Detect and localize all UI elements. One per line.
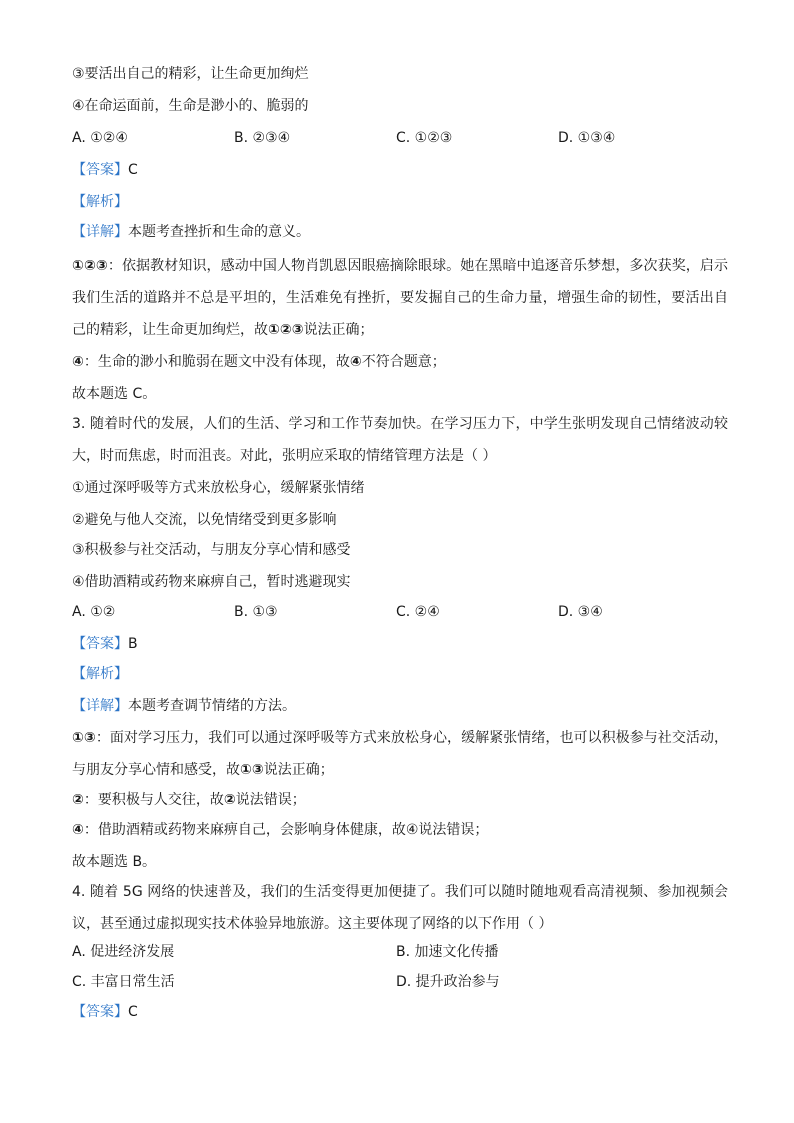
- answer-value: B: [128, 636, 138, 652]
- explanation-lead: ④: [72, 354, 84, 370]
- explanation-tail: 说法正确；: [303, 322, 374, 338]
- detail-text: 本题考查挫折和生命的意义。: [128, 224, 310, 240]
- q4-answer: [72, 1002, 138, 1022]
- q2-option-c: C. ①②③: [396, 130, 453, 146]
- explanation-lead: ②: [72, 792, 84, 808]
- q3-explanation-2: [72, 790, 306, 810]
- analysis-label: 【解析】: [72, 194, 128, 210]
- explanation-tail: 说法错误；: [235, 792, 306, 808]
- answer-label: 【答案】: [72, 1004, 128, 1020]
- q2-statement-3: ③要活出自己的精彩，让生命更加绚烂: [72, 66, 309, 82]
- q2-detail: [72, 222, 310, 242]
- detail-text: 本题考查调节情绪的方法。: [128, 698, 296, 714]
- q3-explanation-1: [72, 722, 728, 786]
- q2-statement-4: ④在命运面前，生命是渺小的、脆弱的: [72, 98, 309, 114]
- q4-option-d: D. 提升政治参与: [396, 974, 500, 990]
- detail-label: 【详解】: [72, 224, 128, 240]
- answer-value: C: [128, 1004, 138, 1020]
- q3-statement-2: ②避免与他人交流，以免情绪受到更多影响: [72, 512, 337, 528]
- q4-option-c: C. 丰富日常生活: [72, 974, 175, 990]
- detail-label: 【详解】: [72, 698, 128, 714]
- explanation-ref: ④: [349, 354, 362, 370]
- q4-stem: 4. 随着 5G 网络的快速普及，我们的生活变得更加便捷了。我们可以随时随地观看高清视频、参加视频会议，甚至通过虚拟现实技术体验异地旅游。这主要体现了网络的以下作用（ ）: [72, 884, 728, 932]
- q3-stem: 3. 随着时代的发展，人们的生活、学习和工作节奏加快。在学习压力下，中学生张明发现自己情绪波动较大，时而焦虑，时而沮丧。对此，张明应采取的情绪管理方法是（ ）: [72, 416, 728, 464]
- explanation-lead: ①②③: [72, 258, 108, 274]
- q3-option-d: D. ③④: [558, 604, 603, 620]
- q3-detail: [72, 696, 296, 716]
- answer-label: 【答案】: [72, 636, 128, 652]
- q3-option-a: A. ①②: [72, 604, 116, 620]
- explanation-text: ：面对学习压力，我们可以通过深呼吸等方式来放松身心，缓解紧张情绪，也可以积极参与社交活动，与朋友分享心情和感受，故: [72, 730, 728, 778]
- q3-option-b: B. ①③: [234, 604, 278, 620]
- explanation-lead: ①③: [72, 730, 96, 746]
- q2-explanation-1: [72, 250, 728, 346]
- explanation-ref: ①②③: [268, 322, 304, 338]
- explanation-lead: ④: [72, 822, 84, 838]
- q3-analysis-heading: [72, 664, 128, 684]
- answer-label: 【答案】: [72, 162, 128, 178]
- explanation-text: ：借助酒精或药物来麻痹自己，会影响身体健康，故④说法错误；: [83, 822, 489, 838]
- explanation-tail: 说法正确；: [263, 762, 334, 778]
- q3-statement-1: ①通过深呼吸等方式来放松身心，缓解紧张情绪: [72, 480, 365, 496]
- q3-statement-4: ④借助酒精或药物来麻痹自己，暂时逃避现实: [72, 574, 351, 590]
- explanation-text: ：生命的渺小和脆弱在题文中没有体现，故: [83, 354, 350, 370]
- q2-answer: [72, 160, 138, 180]
- q3-option-c: C. ②④: [396, 604, 440, 620]
- explanation-ref: ①③: [240, 762, 264, 778]
- q3-statement-3: ③积极参与社交活动，与朋友分享心情和感受: [72, 542, 351, 558]
- q2-explanation-2: [72, 352, 446, 372]
- q4-option-a: A. 促进经济发展: [72, 944, 175, 960]
- explanation-tail: 不符合题意；: [361, 354, 446, 370]
- explanation-ref: ②: [223, 792, 236, 808]
- q3-conclusion: 故本题选 B。: [72, 854, 157, 870]
- explanation-text: ：依据教材知识，感动中国人物肖凯恩因眼癌摘除眼球。她在黑暗中追逐音乐梦想，多次获奖，启示我们生活的道路并不总是平坦的，生活难免有挫折，要发掘自己的生命力量，增强生命的韧性，要活出自己的精彩，让生命更加绚烂，故: [72, 258, 729, 338]
- explanation-text: ：要积极与人交往，故: [83, 792, 224, 808]
- analysis-label: 【解析】: [72, 666, 128, 682]
- q2-option-d: D. ①③④: [558, 130, 616, 146]
- q2-option-a: A. ①②④: [72, 130, 128, 146]
- q3-explanation-3: [72, 820, 488, 840]
- q2-analysis-heading: [72, 192, 128, 212]
- answer-value: C: [128, 162, 138, 178]
- q4-option-b: B. 加速文化传播: [396, 944, 499, 960]
- q2-option-b: B. ②③④: [234, 130, 291, 146]
- q2-conclusion: 故本题选 C。: [72, 386, 157, 402]
- q3-answer: [72, 634, 138, 654]
